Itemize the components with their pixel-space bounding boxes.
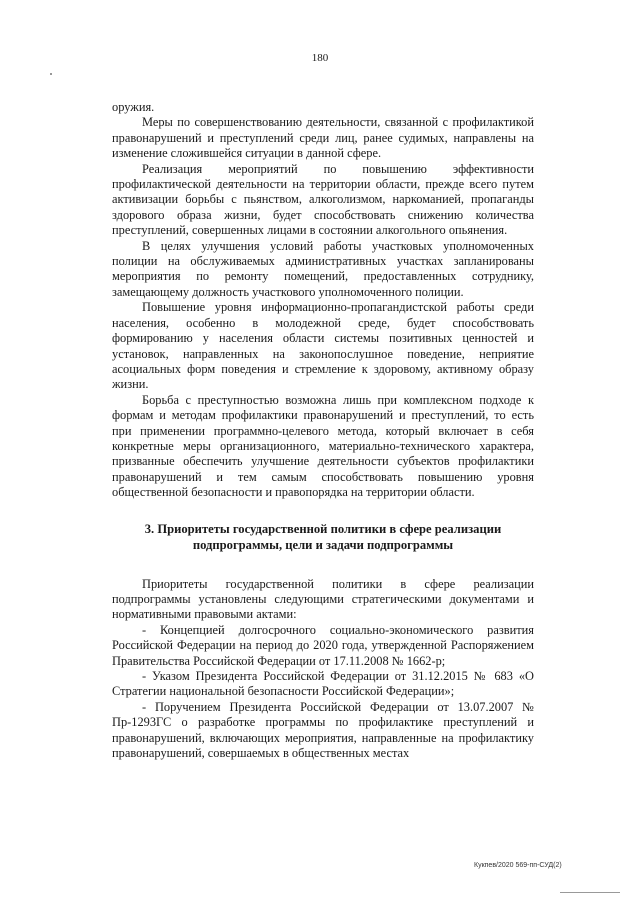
document-code: Кукпев/2020 569-пп-СУД(2) xyxy=(474,862,562,869)
document-body xyxy=(112,100,534,761)
page-number: 180 xyxy=(311,52,329,64)
paragraph: В целях улучшения условий работы участковых уполномоченных полиции на обслуживаемых административных участках запланированы мероприятия по ремонту помещений, предоставленных сотруднику, замещающему должность участкового уполномоченного полиции. xyxy=(112,238,534,299)
paragraph: Приоритеты государственной политики в сфере реализации подпрограммы установлены следующими стратегическими документами и нормативными правовыми актами: xyxy=(112,576,534,622)
section-heading: 3. Приоритеты государственной политики в сфере реализации подпрограммы, цели и задачи подпрограммы xyxy=(144,521,502,552)
paragraph: Повышение уровня информационно-пропагандистской работы среди населения, особенно в молодежной среде, будет способствовать формированию у населения области системы позитивных ценностей и установок, направленных на законопослушное поведение, неприятие асоциальных форм поведения и стремление к здоровому, активному образу жизни. xyxy=(112,300,534,392)
paragraph: оружия. xyxy=(112,100,155,114)
list-item: - Указом Президента Российской Федерации от 31.12.2015 № 683 «О Стратегии национальной безопасности Российской Федерации»; xyxy=(112,669,534,699)
paragraph: Реализация мероприятий по повышению эффективности профилактической деятельности на территории области, прежде всего путем активизации борьбы с пьянством, алкоголизмом, наркоманией, пропаганды здорового образа жизни, будет способствовать снижению количества преступлений, совершенных лицами в состоянии алкогольного опьянения. xyxy=(112,161,534,238)
paragraph: Борьба с преступностью возможна лишь при комплексном подходе к формам и методам профилактики правонарушений и преступлений, то есть при применении программно-целевого метода, который включает в себя конкретные меры организационного, материально-технического характера, призванные обеспечить улучшение деятельности субъектов профилактики правонарушений и тем самым способствовать повышению уровня общественной безопасности и правопорядка на территории области. xyxy=(112,392,534,500)
list-item: - Концепцией долгосрочного социально-экономического развития Российской Федерации на период до 2020 года, утвержденной Распоряжением Правительства Российской Федерации от 17.11.2008 № 1662-р; xyxy=(112,622,534,668)
paragraph: Меры по совершенствованию деятельности, связанной с профилактикой правонарушений и преступлений среди лиц, ранее судимых, направлены на изменение сложившейся ситуации в данной сфере. xyxy=(112,115,534,161)
scan-artifact xyxy=(560,892,620,893)
scan-artifact xyxy=(50,73,52,75)
list-item: - Поручением Президента Российской Федерации от 13.07.2007 № Пр-1293ГС о разработке программы по профилактике преступлений и правонарушений, включающих мероприятия, направленные на профилактику правонарушений, совершаемых в общественных местах xyxy=(112,699,534,761)
